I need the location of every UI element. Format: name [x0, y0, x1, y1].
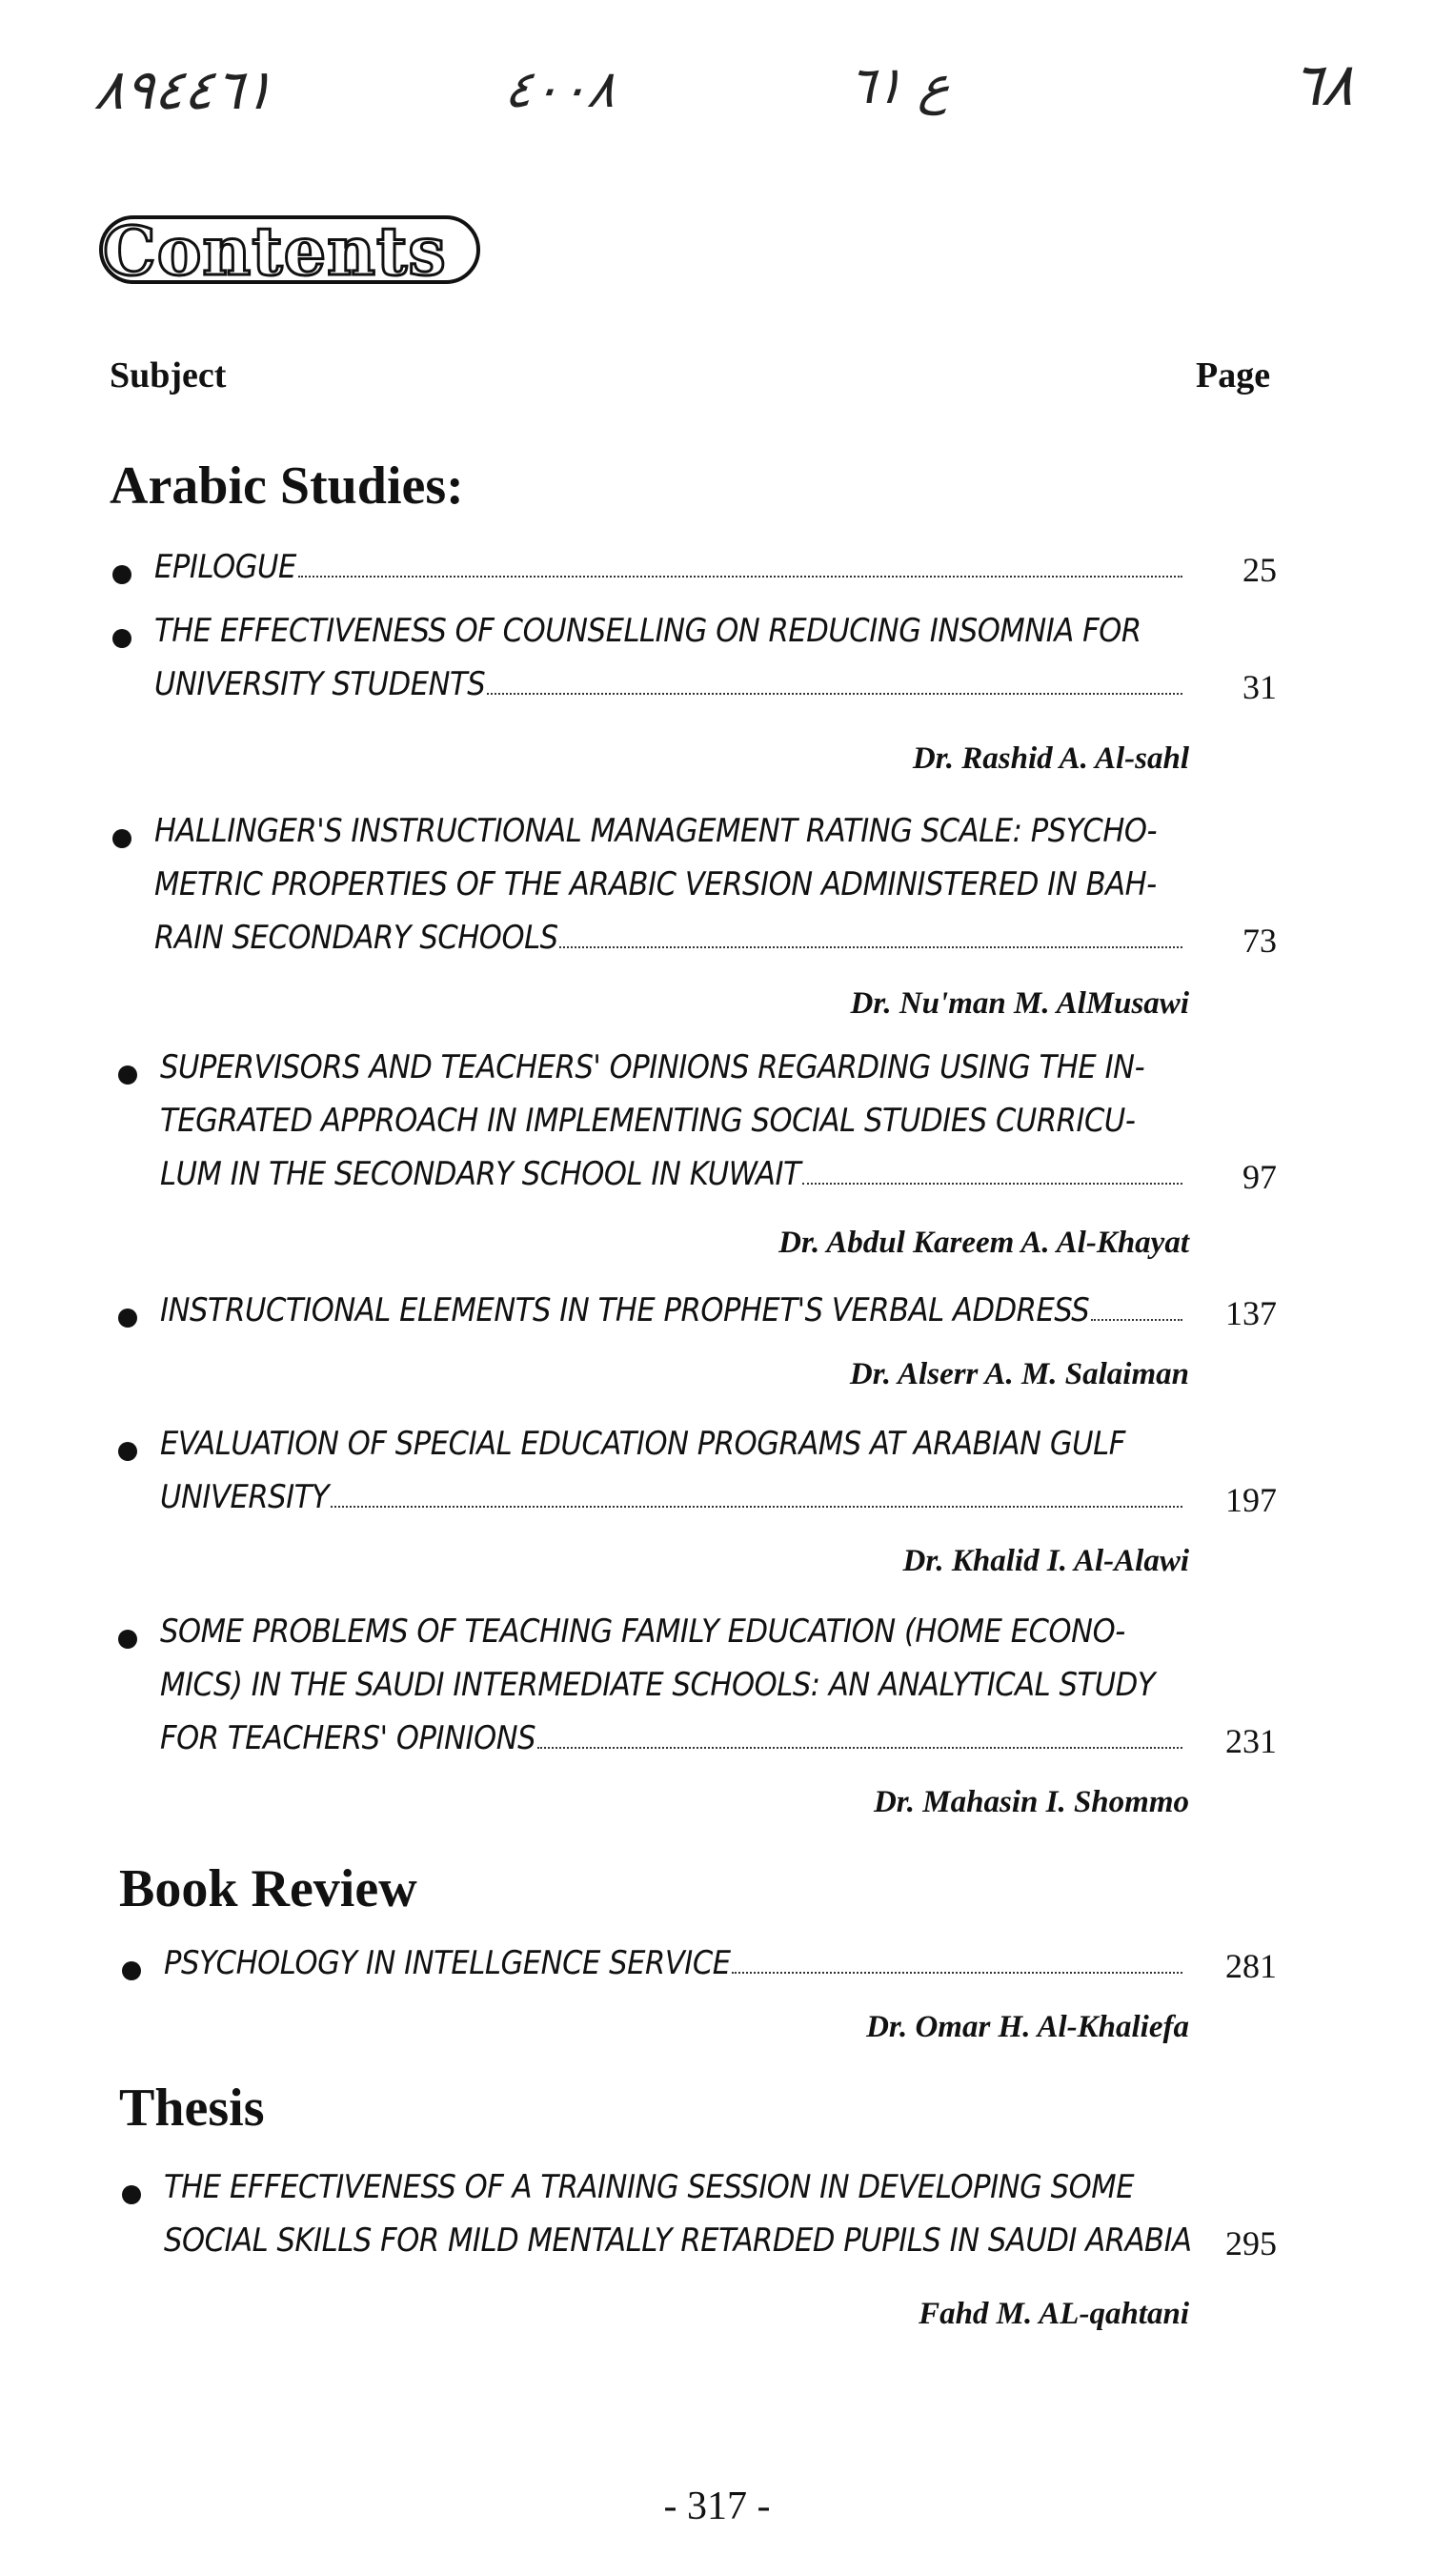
- entry-title-text: SOCIAL SKILLS FOR MILD MENTALLY RETARDED PUPILS IN SAUDI ARABIA: [164, 2221, 1192, 2260]
- leader-dots: [732, 1972, 1182, 1974]
- leader-dots: [802, 1183, 1182, 1185]
- entry-author: Dr. Abdul Kareem A. Al-Khayat: [778, 1226, 1189, 1260]
- bullet-icon: [118, 1442, 137, 1461]
- entry-page-number: 231: [1225, 1722, 1277, 1760]
- entry-author: Fahd M. AL-qahtani: [919, 2297, 1189, 2331]
- bullet-icon: [112, 829, 131, 848]
- leader-dots: [331, 1506, 1182, 1508]
- entry-page-number: 25: [1242, 551, 1277, 589]
- leader-dots: [559, 946, 1182, 948]
- entry-author: Dr. Alserr A. M. Salaiman: [849, 1357, 1189, 1391]
- entry-page-number: 73: [1242, 922, 1277, 960]
- page-column-header: Page: [1196, 355, 1271, 396]
- section-heading: Thesis: [119, 2079, 265, 2138]
- bullet-icon: [112, 565, 131, 584]
- entry-title-last-line[interactable]: [154, 665, 1186, 703]
- entry-page-number: 281: [1225, 1947, 1277, 1985]
- entry-title-line: TEGRATED APPROACH IN IMPLEMENTING SOCIAL STUDIES CURRICU-: [160, 1102, 1136, 1140]
- entry-title-last-line[interactable]: [160, 1291, 1186, 1329]
- entry-title-text: RAIN SECONDARY SCHOOLS: [154, 919, 558, 957]
- entry-title-line: SUPERVISORS AND TEACHERS' OPINIONS REGARDING USING THE IN-: [160, 1048, 1145, 1086]
- handwritten-note-2: ٤٠٠٨: [501, 59, 619, 119]
- entry-author: Dr. Mahasin I. Shommo: [873, 1785, 1189, 1819]
- entry-title-last-line[interactable]: [164, 2221, 1192, 2260]
- entry-author: Dr. Khalid I. Al-Alawi: [902, 1544, 1189, 1578]
- entry-title-text: UNIVERSITY STUDENTS: [154, 665, 486, 703]
- entry-title-line: METRIC PROPERTIES OF THE ARABIC VERSION ADMINISTERED IN BAH-: [154, 865, 1157, 903]
- entry-title-line: HALLINGER'S INSTRUCTIONAL MANAGEMENT RATING SCALE: PSYCHO-: [154, 812, 1158, 850]
- subject-column-header: Subject: [110, 355, 227, 396]
- entry-title-line: THE EFFECTIVENESS OF COUNSELLING ON REDUCING INSOMNIA FOR: [154, 612, 1141, 650]
- bullet-icon: [118, 1308, 137, 1328]
- entry-title-line: SOME PROBLEMS OF TEACHING FAMILY EDUCATION (HOME ECONO-: [160, 1613, 1125, 1651]
- entry-title-text: INSTRUCTIONAL ELEMENTS IN THE PROPHET'S VERBAL ADDRESS: [160, 1291, 1090, 1329]
- bullet-icon: [122, 2185, 141, 2204]
- page-title: Contents: [103, 212, 447, 291]
- bullet-icon: [118, 1065, 137, 1085]
- entry-author: Dr. Omar H. Al-Khaliefa: [866, 2010, 1189, 2044]
- entry-title-text: LUM IN THE SECONDARY SCHOOL IN KUWAIT: [160, 1155, 801, 1193]
- entry-page-number: 197: [1225, 1481, 1277, 1519]
- handwritten-note-1: ٨٩٤٤٦١: [91, 57, 277, 122]
- entry-title-last-line[interactable]: [160, 1719, 1186, 1757]
- page-number: - 317 -: [663, 2485, 771, 2528]
- entry-title-line: THE EFFECTIVENESS OF A TRAINING SESSION IN DEVELOPING SOME: [164, 2168, 1135, 2206]
- entry-title-last-line[interactable]: [154, 548, 1186, 586]
- entry-title-text: PSYCHOLOGY IN INTELLGENCE SERVICE: [164, 1944, 731, 1982]
- entry-page-number: 137: [1225, 1294, 1277, 1332]
- entry-title-last-line[interactable]: [154, 919, 1186, 957]
- entry-title-text: EPILOGUE: [154, 548, 296, 586]
- handwritten-note-4: ٦٨: [1287, 50, 1359, 119]
- entry-title-last-line[interactable]: [164, 1944, 1186, 1982]
- entry-title-last-line[interactable]: [160, 1478, 1186, 1516]
- leader-dots: [298, 576, 1182, 578]
- entry-author: Dr. Rashid A. Al-sahl: [912, 741, 1189, 776]
- entry-author: Dr. Nu'man M. AlMusawi: [850, 986, 1189, 1021]
- entry-title-last-line[interactable]: [160, 1155, 1186, 1193]
- entry-page-number: 295: [1225, 2224, 1277, 2262]
- section-heading: Arabic Studies:: [110, 456, 464, 516]
- section-heading: Book Review: [119, 1859, 417, 1918]
- leader-dots: [487, 693, 1182, 695]
- entry-title-line: MICS) IN THE SAUDI INTERMEDIATE SCHOOLS: AN ANALYTICAL STUDY: [160, 1666, 1156, 1704]
- entry-page-number: 31: [1242, 668, 1277, 706]
- leader-dots: [537, 1747, 1182, 1749]
- entry-page-number: 97: [1242, 1158, 1277, 1196]
- entry-title-text: UNIVERSITY: [160, 1478, 330, 1516]
- bullet-icon: [112, 629, 131, 648]
- handwritten-note-3: ع ٦١: [844, 55, 954, 115]
- entry-title-line: EVALUATION OF SPECIAL EDUCATION PROGRAMS AT ARABIAN GULF: [160, 1425, 1125, 1463]
- bullet-icon: [122, 1961, 141, 1980]
- bullet-icon: [118, 1630, 137, 1649]
- entry-title-text: FOR TEACHERS' OPINIONS: [160, 1719, 536, 1757]
- leader-dots: [1091, 1319, 1182, 1321]
